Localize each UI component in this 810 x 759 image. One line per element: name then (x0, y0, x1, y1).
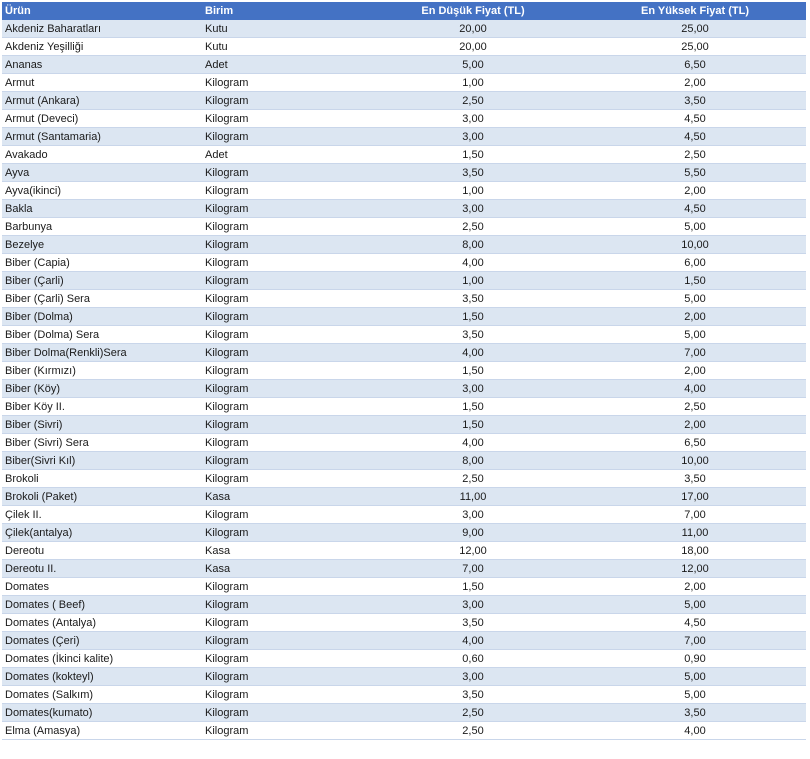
cell-urun: Biber (Sivri) Sera (2, 434, 202, 452)
cell-min-price: 20,00 (362, 20, 584, 38)
cell-min-price: 3,00 (362, 110, 584, 128)
table-row (2, 56, 806, 74)
cell-max-price: 5,00 (584, 596, 806, 614)
table-row (2, 362, 806, 380)
cell-urun: Akdeniz Baharatları (2, 20, 202, 38)
table-row (2, 542, 806, 560)
cell-min-price: 2,50 (362, 92, 584, 110)
table-row (2, 614, 806, 632)
cell-birim: Kilogram (202, 164, 362, 182)
cell-max-price: 5,00 (584, 290, 806, 308)
column-header-urun: Ürün (2, 2, 202, 20)
cell-min-price: 1,50 (362, 398, 584, 416)
cell-birim: Kilogram (202, 200, 362, 218)
table-row (2, 200, 806, 218)
cell-urun: Biber Köy II. (2, 398, 202, 416)
table-row (2, 650, 806, 668)
cell-max-price: 17,00 (584, 488, 806, 506)
table-row (2, 380, 806, 398)
cell-min-price: 4,00 (362, 434, 584, 452)
table-row (2, 668, 806, 686)
cell-max-price: 10,00 (584, 236, 806, 254)
table-row (2, 146, 806, 164)
cell-min-price: 1,00 (362, 182, 584, 200)
cell-min-price: 1,50 (362, 146, 584, 164)
cell-max-price: 6,00 (584, 254, 806, 272)
table-row (2, 254, 806, 272)
cell-birim: Kilogram (202, 344, 362, 362)
cell-urun: Çilek(antalya) (2, 524, 202, 542)
cell-birim: Kutu (202, 20, 362, 38)
cell-urun: Akdeniz Yeşilliği (2, 38, 202, 56)
cell-min-price: 1,00 (362, 272, 584, 290)
table-row (2, 290, 806, 308)
table-header (2, 2, 806, 20)
cell-birim: Kilogram (202, 614, 362, 632)
column-header-min-price: En Düşük Fiyat (TL) (362, 2, 584, 20)
cell-birim: Kilogram (202, 182, 362, 200)
table-row (2, 596, 806, 614)
cell-max-price: 4,50 (584, 200, 806, 218)
cell-urun: Domates(kumato) (2, 704, 202, 722)
cell-max-price: 25,00 (584, 38, 806, 56)
table-row (2, 578, 806, 596)
cell-max-price: 2,50 (584, 146, 806, 164)
cell-min-price: 11,00 (362, 488, 584, 506)
cell-min-price: 3,50 (362, 290, 584, 308)
cell-min-price: 4,00 (362, 254, 584, 272)
cell-max-price: 7,00 (584, 506, 806, 524)
price-table (2, 2, 806, 740)
cell-birim: Kilogram (202, 110, 362, 128)
table-row (2, 92, 806, 110)
cell-max-price: 3,50 (584, 470, 806, 488)
table-row (2, 128, 806, 146)
cell-urun: Domates (İkinci kalite) (2, 650, 202, 668)
cell-birim: Kasa (202, 542, 362, 560)
cell-birim: Kilogram (202, 416, 362, 434)
cell-birim: Kilogram (202, 380, 362, 398)
cell-birim: Adet (202, 146, 362, 164)
table-row (2, 470, 806, 488)
cell-birim: Kilogram (202, 524, 362, 542)
cell-urun: Brokoli (2, 470, 202, 488)
cell-min-price: 3,50 (362, 164, 584, 182)
cell-max-price: 1,50 (584, 272, 806, 290)
cell-max-price: 4,50 (584, 128, 806, 146)
table-row (2, 236, 806, 254)
cell-min-price: 3,50 (362, 326, 584, 344)
cell-max-price: 5,00 (584, 218, 806, 236)
cell-urun: Ayva(ikinci) (2, 182, 202, 200)
cell-max-price: 2,00 (584, 416, 806, 434)
cell-max-price: 25,00 (584, 20, 806, 38)
cell-urun: Bezelye (2, 236, 202, 254)
cell-urun: Biber (Dolma) (2, 308, 202, 326)
cell-max-price: 5,00 (584, 326, 806, 344)
table-row (2, 164, 806, 182)
cell-min-price: 8,00 (362, 236, 584, 254)
table-row (2, 722, 806, 740)
cell-max-price: 5,00 (584, 668, 806, 686)
cell-birim: Adet (202, 56, 362, 74)
cell-min-price: 9,00 (362, 524, 584, 542)
cell-urun: Domates (Salkım) (2, 686, 202, 704)
header-row (2, 2, 806, 20)
cell-max-price: 6,50 (584, 434, 806, 452)
cell-min-price: 1,00 (362, 74, 584, 92)
cell-min-price: 3,00 (362, 128, 584, 146)
cell-urun: Ananas (2, 56, 202, 74)
cell-birim: Kilogram (202, 218, 362, 236)
cell-min-price: 5,00 (362, 56, 584, 74)
cell-urun: Domates ( Beef) (2, 596, 202, 614)
cell-birim: Kilogram (202, 254, 362, 272)
cell-min-price: 1,50 (362, 362, 584, 380)
cell-max-price: 2,00 (584, 74, 806, 92)
cell-urun: Barbunya (2, 218, 202, 236)
cell-max-price: 4,00 (584, 722, 806, 740)
cell-birim: Kilogram (202, 686, 362, 704)
cell-birim: Kilogram (202, 434, 362, 452)
cell-birim: Kilogram (202, 452, 362, 470)
table-row (2, 38, 806, 56)
table-row (2, 326, 806, 344)
table-row (2, 632, 806, 650)
cell-max-price: 11,00 (584, 524, 806, 542)
cell-max-price: 2,00 (584, 578, 806, 596)
cell-max-price: 10,00 (584, 452, 806, 470)
cell-birim: Kilogram (202, 326, 362, 344)
cell-urun: Biber (Sivri) (2, 416, 202, 434)
cell-min-price: 3,00 (362, 596, 584, 614)
cell-min-price: 1,50 (362, 416, 584, 434)
cell-birim: Kilogram (202, 668, 362, 686)
table-body (2, 20, 806, 740)
cell-urun: Ayva (2, 164, 202, 182)
cell-urun: Domates (Çeri) (2, 632, 202, 650)
cell-max-price: 3,50 (584, 704, 806, 722)
cell-urun: Armut (Deveci) (2, 110, 202, 128)
table-row (2, 308, 806, 326)
table-row (2, 182, 806, 200)
cell-birim: Kilogram (202, 506, 362, 524)
cell-birim: Kilogram (202, 578, 362, 596)
table-row (2, 74, 806, 92)
cell-birim: Kilogram (202, 290, 362, 308)
cell-birim: Kilogram (202, 74, 362, 92)
cell-urun: Brokoli (Paket) (2, 488, 202, 506)
table-row (2, 506, 806, 524)
table-row (2, 110, 806, 128)
cell-max-price: 4,00 (584, 380, 806, 398)
cell-min-price: 20,00 (362, 38, 584, 56)
cell-urun: Bakla (2, 200, 202, 218)
cell-birim: Kilogram (202, 470, 362, 488)
table-row (2, 398, 806, 416)
cell-min-price: 0,60 (362, 650, 584, 668)
cell-max-price: 2,50 (584, 398, 806, 416)
cell-max-price: 2,00 (584, 308, 806, 326)
cell-birim: Kilogram (202, 128, 362, 146)
cell-birim: Kilogram (202, 272, 362, 290)
cell-max-price: 7,00 (584, 344, 806, 362)
cell-birim: Kilogram (202, 362, 362, 380)
table-row (2, 344, 806, 362)
cell-min-price: 2,50 (362, 218, 584, 236)
cell-urun: Armut (2, 74, 202, 92)
cell-urun: Çilek II. (2, 506, 202, 524)
cell-birim: Kilogram (202, 92, 362, 110)
cell-min-price: 1,50 (362, 308, 584, 326)
table-row (2, 20, 806, 38)
cell-birim: Kasa (202, 488, 362, 506)
cell-max-price: 0,90 (584, 650, 806, 668)
table-row (2, 272, 806, 290)
cell-urun: Biber Dolma(Renkli)Sera (2, 344, 202, 362)
cell-urun: Armut (Ankara) (2, 92, 202, 110)
cell-urun: Dereotu II. (2, 560, 202, 578)
column-header-birim: Birim (202, 2, 362, 20)
table-row (2, 416, 806, 434)
table-row (2, 488, 806, 506)
cell-max-price: 18,00 (584, 542, 806, 560)
cell-min-price: 1,50 (362, 578, 584, 596)
cell-birim: Kilogram (202, 722, 362, 740)
cell-birim: Kilogram (202, 596, 362, 614)
cell-birim: Kilogram (202, 650, 362, 668)
cell-max-price: 2,00 (584, 362, 806, 380)
cell-urun: Domates (Antalya) (2, 614, 202, 632)
table-row (2, 524, 806, 542)
cell-urun: Biber(Sivri Kıl) (2, 452, 202, 470)
cell-urun: Biber (Köy) (2, 380, 202, 398)
cell-max-price: 6,50 (584, 56, 806, 74)
table-row (2, 452, 806, 470)
cell-urun: Dereotu (2, 542, 202, 560)
cell-max-price: 7,00 (584, 632, 806, 650)
cell-min-price: 4,00 (362, 632, 584, 650)
cell-min-price: 2,50 (362, 704, 584, 722)
cell-birim: Kilogram (202, 236, 362, 254)
cell-min-price: 3,50 (362, 614, 584, 632)
cell-urun: Biber (Çarli) (2, 272, 202, 290)
cell-min-price: 3,00 (362, 668, 584, 686)
cell-max-price: 4,50 (584, 110, 806, 128)
cell-urun: Biber (Kırmızı) (2, 362, 202, 380)
cell-urun: Biber (Capia) (2, 254, 202, 272)
column-header-max-price: En Yüksek Fiyat (TL) (584, 2, 806, 20)
table-row (2, 686, 806, 704)
cell-birim: Kilogram (202, 632, 362, 650)
cell-min-price: 8,00 (362, 452, 584, 470)
cell-birim: Kasa (202, 560, 362, 578)
cell-min-price: 7,00 (362, 560, 584, 578)
cell-urun: Armut (Santamaria) (2, 128, 202, 146)
cell-urun: Elma (Amasya) (2, 722, 202, 740)
cell-max-price: 3,50 (584, 92, 806, 110)
table-row (2, 560, 806, 578)
cell-max-price: 2,00 (584, 182, 806, 200)
cell-birim: Kilogram (202, 704, 362, 722)
cell-max-price: 4,50 (584, 614, 806, 632)
cell-min-price: 3,50 (362, 686, 584, 704)
cell-birim: Kilogram (202, 308, 362, 326)
cell-max-price: 5,00 (584, 686, 806, 704)
cell-urun: Biber (Çarli) Sera (2, 290, 202, 308)
cell-urun: Domates (kokteyl) (2, 668, 202, 686)
cell-min-price: 12,00 (362, 542, 584, 560)
table-row (2, 218, 806, 236)
cell-max-price: 12,00 (584, 560, 806, 578)
cell-birim: Kutu (202, 38, 362, 56)
cell-min-price: 3,00 (362, 200, 584, 218)
cell-min-price: 2,50 (362, 470, 584, 488)
cell-min-price: 3,00 (362, 506, 584, 524)
cell-min-price: 3,00 (362, 380, 584, 398)
table-row (2, 704, 806, 722)
table-row (2, 434, 806, 452)
cell-birim: Kilogram (202, 398, 362, 416)
cell-urun: Biber (Dolma) Sera (2, 326, 202, 344)
cell-min-price: 4,00 (362, 344, 584, 362)
cell-max-price: 5,50 (584, 164, 806, 182)
cell-urun: Domates (2, 578, 202, 596)
cell-urun: Avakado (2, 146, 202, 164)
cell-min-price: 2,50 (362, 722, 584, 740)
